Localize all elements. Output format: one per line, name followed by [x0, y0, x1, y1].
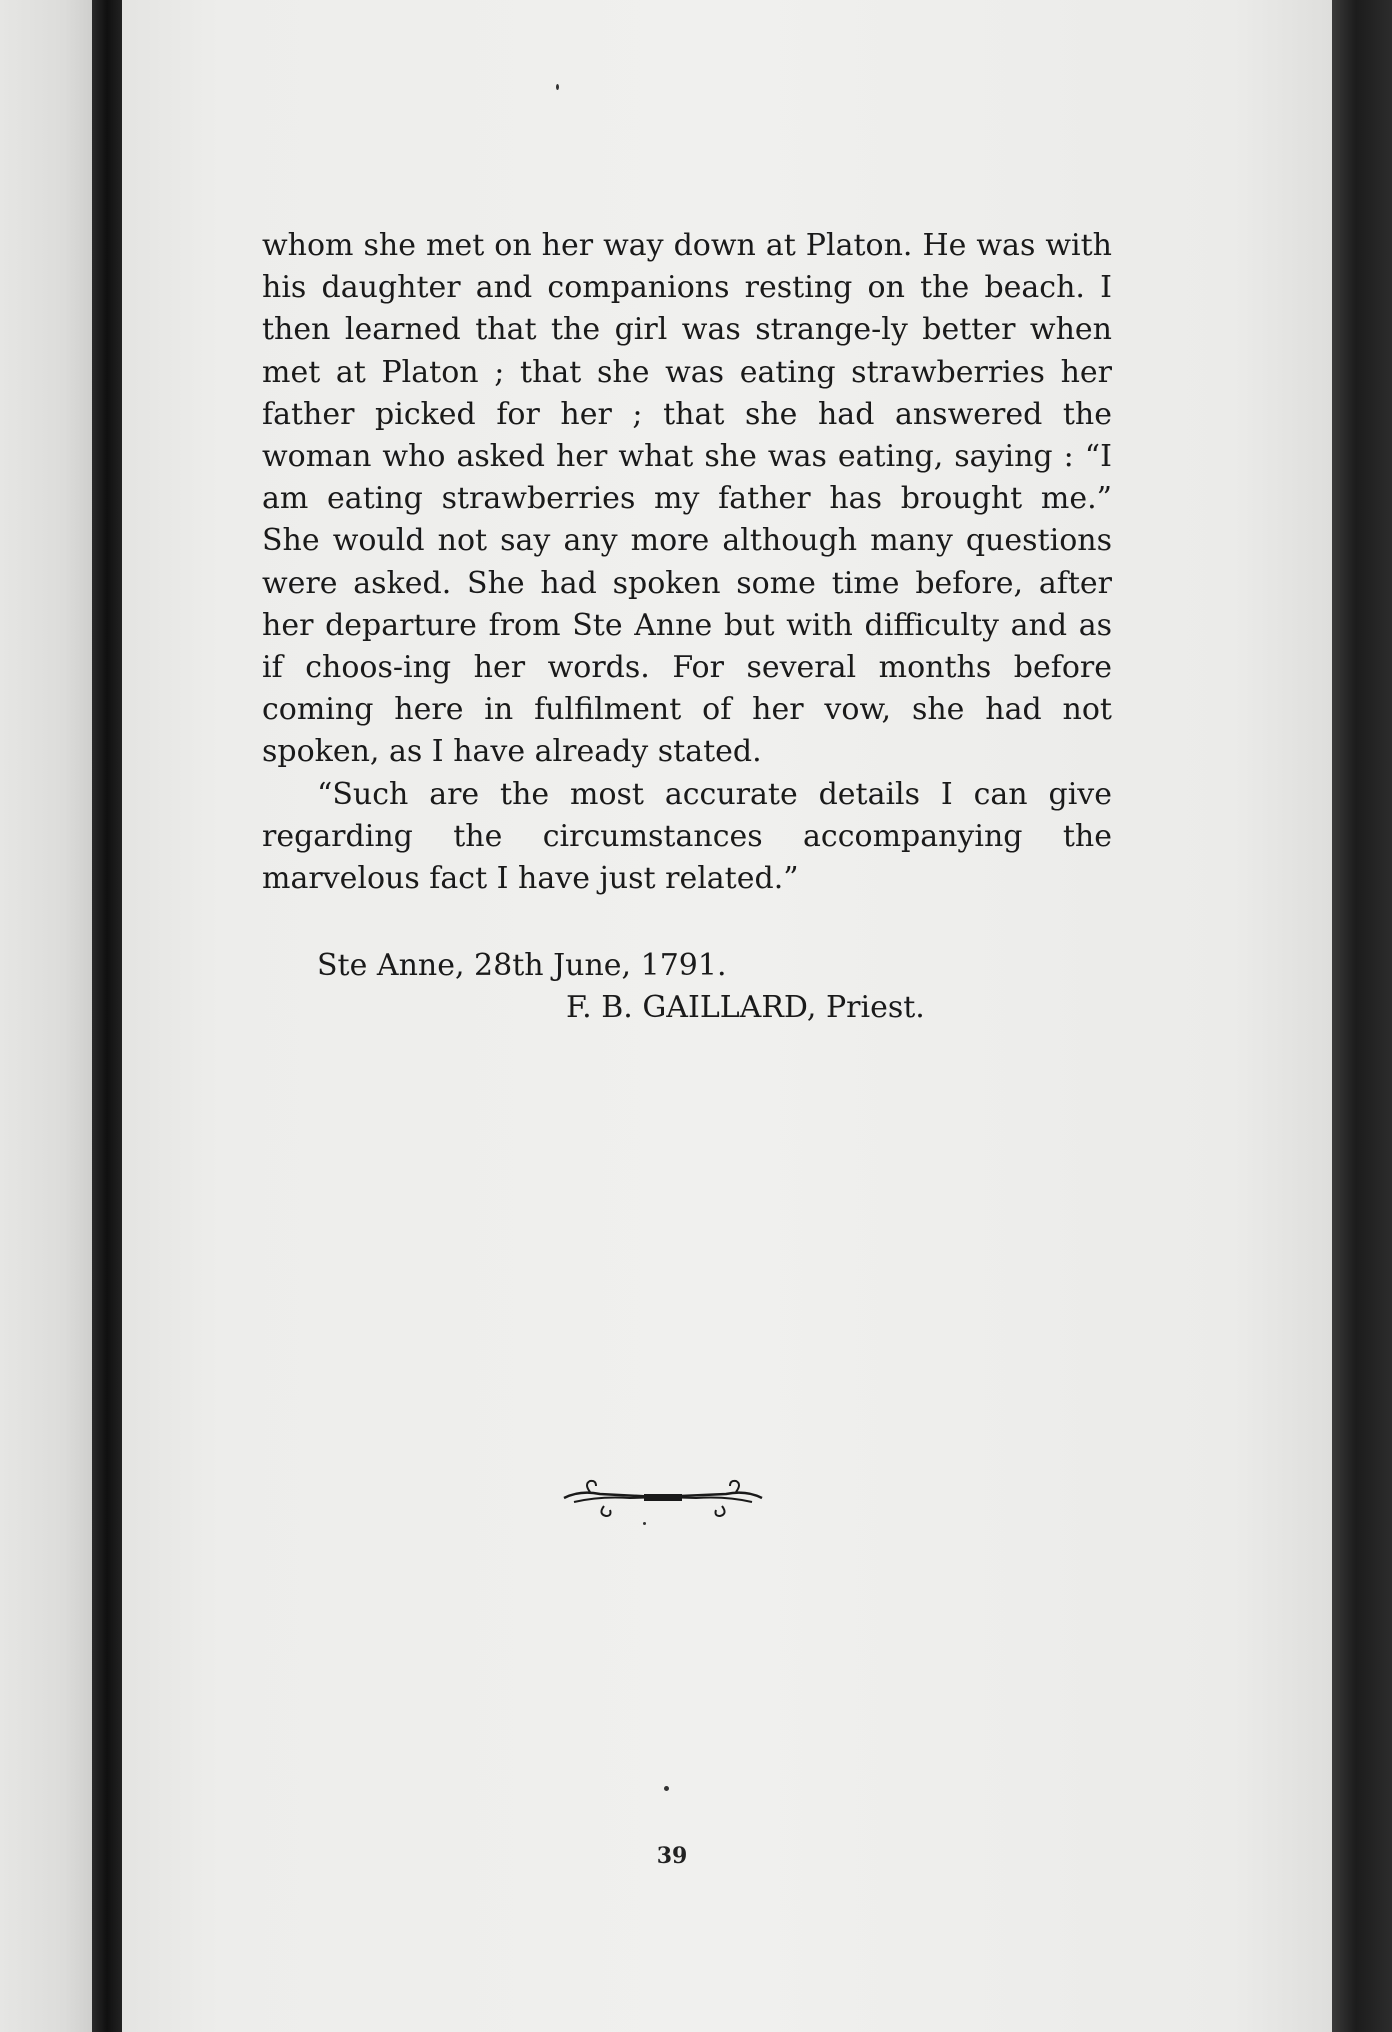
- paragraph-quote: “Such are the most accurate details I can give regarding the circumstances accompanying the marvelous fact I have just related.”: [262, 776, 1112, 897]
- paper-speck: [643, 1522, 646, 1525]
- paper-speck: [556, 84, 559, 90]
- ornament-icon: [560, 1472, 766, 1522]
- book-gutter: [92, 0, 122, 2032]
- paragraph-continuation: whom she met on her way down at Platon. He was with his daughter and companions resting on the beach. I then learned that the girl was strange-ly better when met at Platon ; that she was eating strawberries her father picked for her ; that she had answered the woman who asked her what she was eating, saying : “I am eating strawberries my father has brought me.” She would not say any more although many questions were asked. She had spoken some time before, after her departure from Ste Anne but with difficulty and as if choos-ing her words. For several months before coming here in fulfilment of her vow, she had not spoken, as I have already stated.: [262, 228, 1112, 770]
- dateline: Ste Anne, 28th June, 1791.: [317, 948, 727, 983]
- paper-speck: [664, 1786, 669, 1791]
- right-page-edge: [1332, 0, 1392, 2032]
- left-page-edge: [0, 0, 92, 2032]
- body-text: [262, 225, 1112, 900]
- page-number: 39: [656, 1843, 688, 1869]
- signature-line: F. B. GAILLARD, Priest.: [566, 990, 925, 1025]
